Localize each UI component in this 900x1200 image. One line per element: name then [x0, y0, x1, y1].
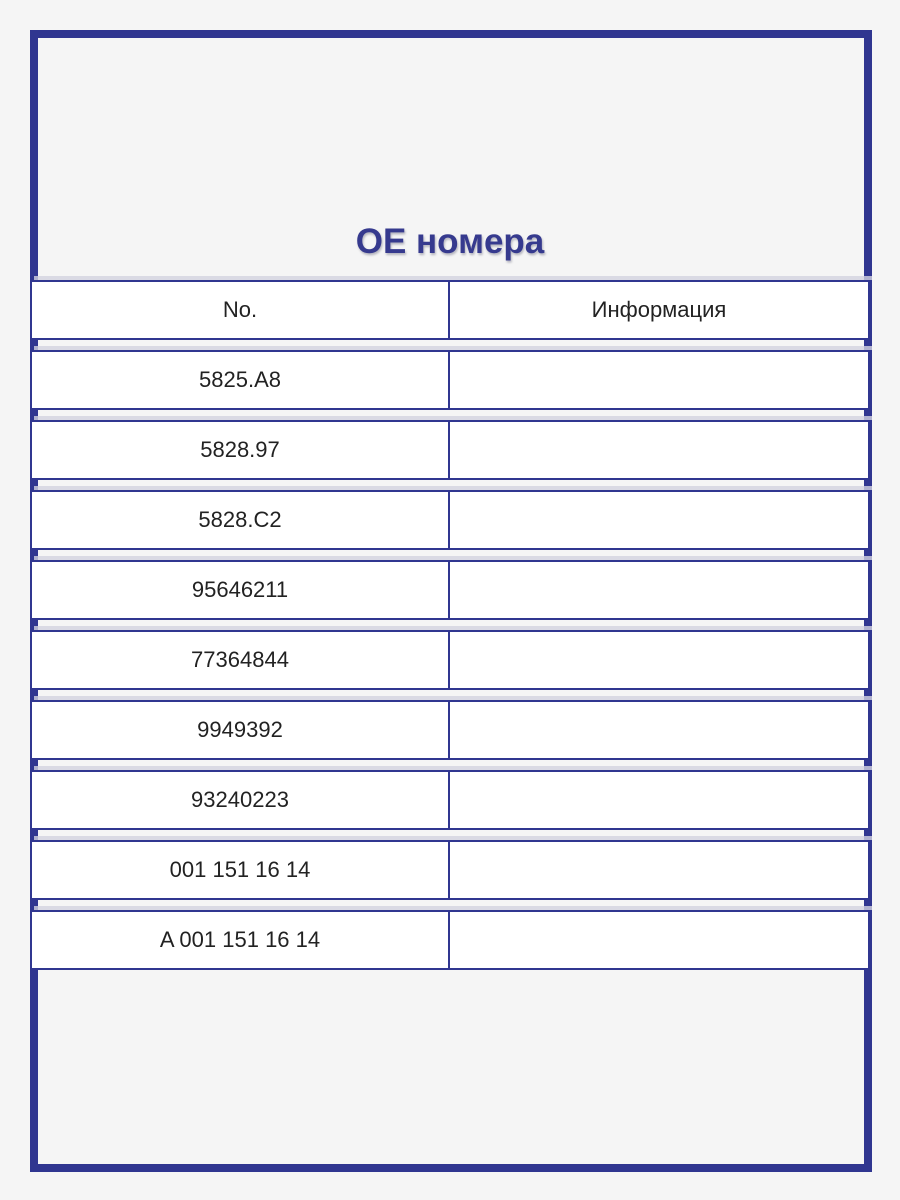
info-cell	[450, 490, 870, 550]
table-row	[30, 630, 870, 690]
table-row	[30, 560, 870, 620]
oe-number-cell: 001 151 16 14	[30, 840, 450, 900]
header-no: No.	[30, 280, 450, 340]
info-cell	[450, 420, 870, 480]
table-header-row	[30, 280, 870, 340]
table-row	[30, 910, 870, 970]
oe-number-cell: 9949392	[30, 700, 450, 760]
table-row	[30, 490, 870, 550]
oe-number-cell: 5825.A8	[30, 350, 450, 410]
table-row	[30, 840, 870, 900]
page-title: OE номера	[355, 222, 545, 261]
table-row	[30, 700, 870, 760]
info-cell	[450, 630, 870, 690]
info-cell	[450, 910, 870, 970]
oe-number-cell: 5828.C2	[30, 490, 450, 550]
info-cell	[450, 770, 870, 830]
oe-number-cell: 77364844	[30, 630, 450, 690]
header-info: Информация	[450, 280, 870, 340]
oe-number-cell: A 001 151 16 14	[30, 910, 450, 970]
info-cell	[450, 840, 870, 900]
info-cell	[450, 700, 870, 760]
info-cell	[450, 350, 870, 410]
table-row	[30, 350, 870, 410]
table-row	[30, 770, 870, 830]
info-cell	[450, 560, 870, 620]
oe-number-cell: 5828.97	[30, 420, 450, 480]
oe-number-cell: 93240223	[30, 770, 450, 830]
oe-number-cell: 95646211	[30, 560, 450, 620]
table-row	[30, 420, 870, 480]
